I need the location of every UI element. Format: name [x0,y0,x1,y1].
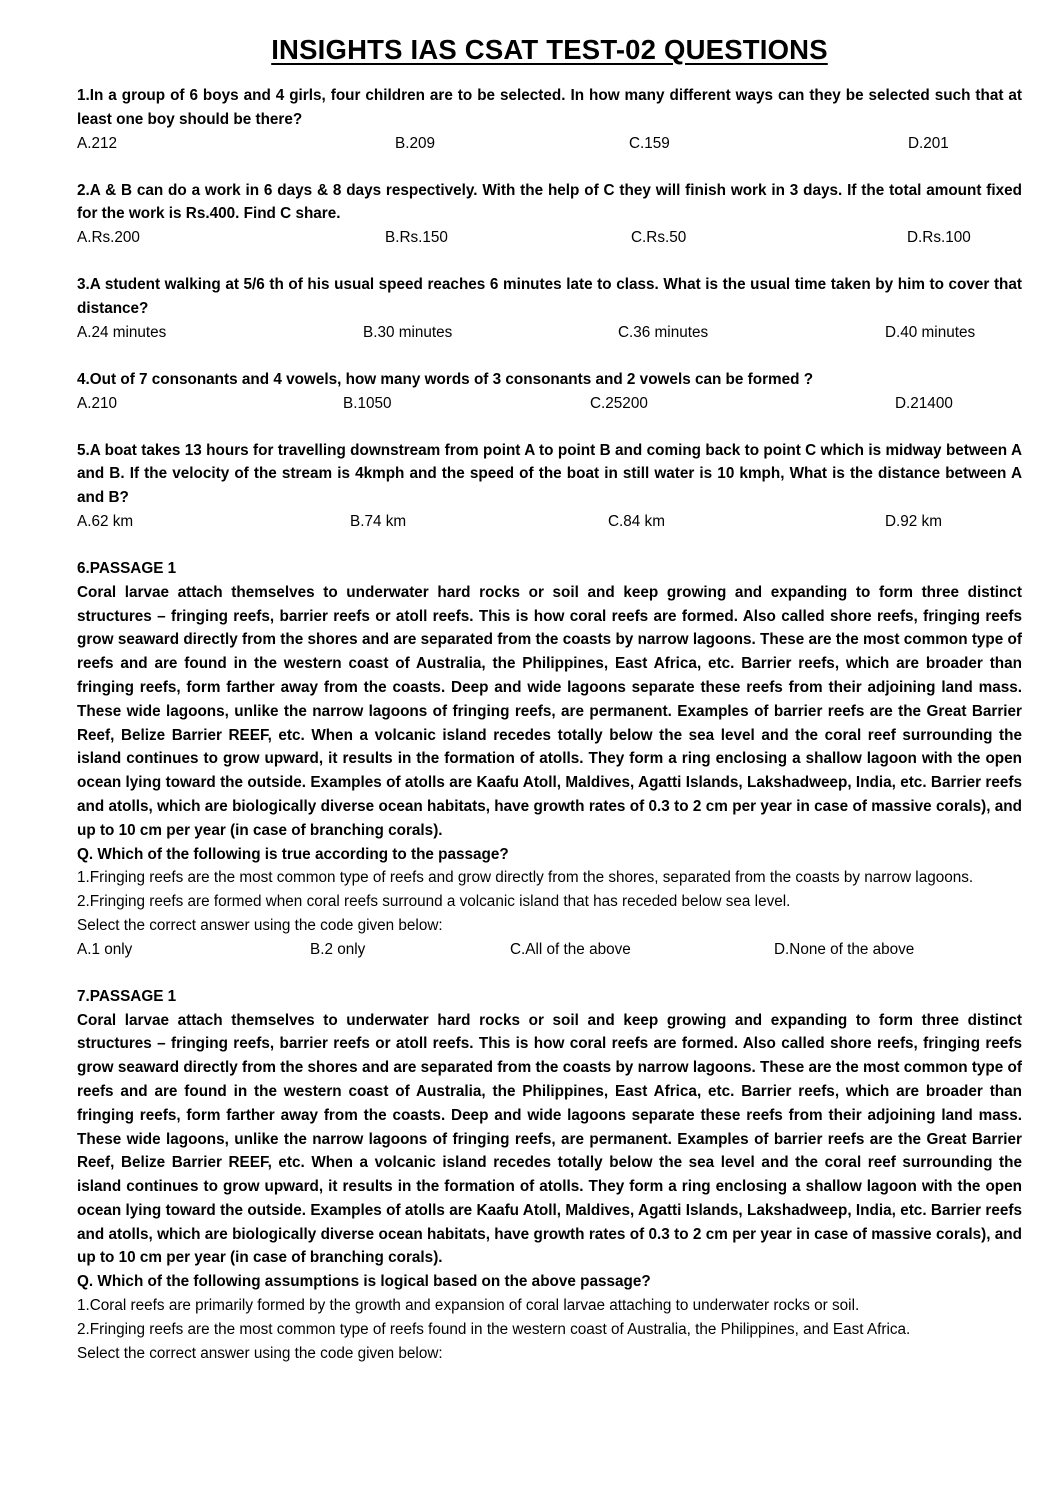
option-c: C.36 minutes [618,323,709,341]
question-text: 1.In a group of 6 boys and 4 girls, four children are to be selected. In how many different ways can they be selected such that at least one boy should be there? [77,87,1022,128]
question-6 [77,557,1022,962]
question-4 [77,368,1022,416]
options-row [77,938,1022,962]
question-text: 4.Out of 7 consonants and 4 vowels, how many words of 3 consonants and 2 vowels can be formed ? [77,370,814,388]
option-d: D.92 km [885,512,942,530]
option-a: A.210 [77,394,117,412]
option-c: C.25200 [590,394,648,412]
option-c: C.159 [629,134,670,152]
question-text: 5.A boat takes 13 hours for travelling downstream from point A to point B and coming back to point C which is midway between A and B. If the velocity of the stream is 4kmph and the speed of the boat in still water is 10 kmph, What is the distance between A and B? [77,441,1022,507]
question-2 [77,179,1022,251]
option-a: A.Rs.200 [77,229,140,247]
question-text: Q. Which of the following is true according to the passage? [77,845,509,863]
question-5 [77,439,1022,534]
passage-text: Coral larvae attach themselves to underwater hard rocks or soil and keep growing and expanding to form three distinct structures – fringing reefs, barrier reefs or atoll reefs. This is how coral reefs are formed. Also called shore reefs, fringing reefs grow seaward directly from the shores and are separated from the coasts by narrow lagoons. These are the most common type of reefs and are found in the western coast of Australia, the Philippines, East Africa, etc. Barrier reefs, which are broader than fringing reefs, form farther away from the coasts. Deep and wide lagoons separate these reefs from their adjoining land mass. These wide lagoons, unlike the narrow lagoons of fringing reefs, are permanent. Examples of barrier reefs are the Great Barrier Reef, Belize Barrier REEF, etc. When a volcanic island recedes totally below the sea level and the coral reef surrounding the island continues to grow upward, it results in the formation of atolls. They form a ring enclosing a shallow lagoon with the open ocean lying toward the outside. Examples of atolls are Kaafu Atoll, Maldives, Agatti Islands, Lakshadweep, India, etc. Barrier reefs and atolls, which are biologically diverse ocean habitats, have growth rates of 0.3 to 2 cm per year in case of massive corals), and up to 10 cm per year (in case of branching corals). [77,1011,1022,1267]
option-a: A.62 km [77,512,134,530]
option-d: D.Rs.100 [907,229,971,247]
statement-2: 2.Fringing reefs are formed when coral reefs surround a volcanic island that has receded below sea level. [77,893,791,911]
option-b: B.1050 [343,394,392,412]
option-b: B.74 km [350,512,407,530]
option-b: B.Rs.150 [385,229,448,247]
statement-2: 2.Fringing reefs are the most common type of reefs found in the western coast of Australia, the Philippines, and East Africa. [77,1320,911,1338]
option-d: D.201 [908,134,949,152]
option-d: D.21400 [895,394,953,412]
document-title: INSIGHTS IAS CSAT TEST-02 QUESTIONS [271,34,828,65]
option-a: A.1 only [77,940,133,958]
question-text: 3.A student walking at 5/6 th of his usual speed reaches 6 minutes late to class. What is the usual time taken by him to cover that distance? [77,276,1022,317]
passage-text: Coral larvae attach themselves to underwater hard rocks or soil and keep growing and expanding to form three distinct structures – fringing reefs, barrier reefs or atoll reefs. This is how coral reefs are formed. Also called shore reefs, fringing reefs grow seaward directly from the shores and are separated from the coasts by narrow lagoons. These are the most common type of reefs and are found in the western coast of Australia, the Philippines, East Africa, etc. Barrier reefs, which are broader than fringing reefs, form farther away from the coasts. Deep and wide lagoons separate these reefs from their adjoining land mass. These wide lagoons, unlike the narrow lagoons of fringing reefs, are permanent. Examples of barrier reefs are the Great Barrier Reef, Belize Barrier REEF, etc. When a volcanic island recedes totally below the sea level and the coral reef surrounding the island continues to grow upward, it results in the formation of atolls. They form a ring enclosing a shallow lagoon with the open ocean lying toward the outside. Examples of atolls are Kaafu Atoll, Maldives, Agatti Islands, Lakshadweep, India, etc. Barrier reefs and atolls, which are biologically diverse ocean habitats, have growth rates of 0.3 to 2 cm per year in case of massive corals), and up to 10 cm per year (in case of branching corals). [77,583,1022,839]
options-row [77,392,1022,416]
statement-1: 1.Fringing reefs are the most common type of reefs and grow directly from the shores, separated from the coasts by narrow lagoons. [77,869,974,887]
answer-instruction: Select the correct answer using the code given below: [77,1344,443,1362]
option-d: D.None of the above [774,940,915,958]
statement-1: 1.Coral reefs are primarily formed by the growth and expansion of coral larvae attaching to underwater rocks or soil. [77,1297,860,1315]
question-3 [77,273,1022,345]
options-row [77,510,1022,534]
option-b: B.2 only [310,940,366,958]
passage-heading: 6.PASSAGE 1 [77,559,177,577]
option-c: C.All of the above [510,940,631,958]
document-page [77,28,1022,1365]
options-row [77,321,1022,345]
question-text: 2.A & B can do a work in 6 days & 8 days respectively. With the help of C they will finish work in 3 days. If the total amount fixed for the work is Rs.400. Find C share. [77,181,1022,223]
option-a: A.212 [77,134,117,152]
options-row [77,226,1022,250]
option-d: D.40 minutes [885,323,976,341]
answer-instruction: Select the correct answer using the code given below: [77,916,443,934]
option-c: C.Rs.50 [631,229,687,247]
option-b: B.30 minutes [363,323,453,341]
option-c: C.84 km [608,512,665,530]
passage-heading: 7.PASSAGE 1 [77,987,177,1005]
option-a: A.24 minutes [77,323,167,341]
options-row [77,132,1022,156]
question-1 [77,84,1022,156]
question-text: Q. Which of the following assumptions is logical based on the above passage? [77,1273,651,1291]
question-7 [77,985,1022,1366]
option-b: B.209 [395,134,435,152]
